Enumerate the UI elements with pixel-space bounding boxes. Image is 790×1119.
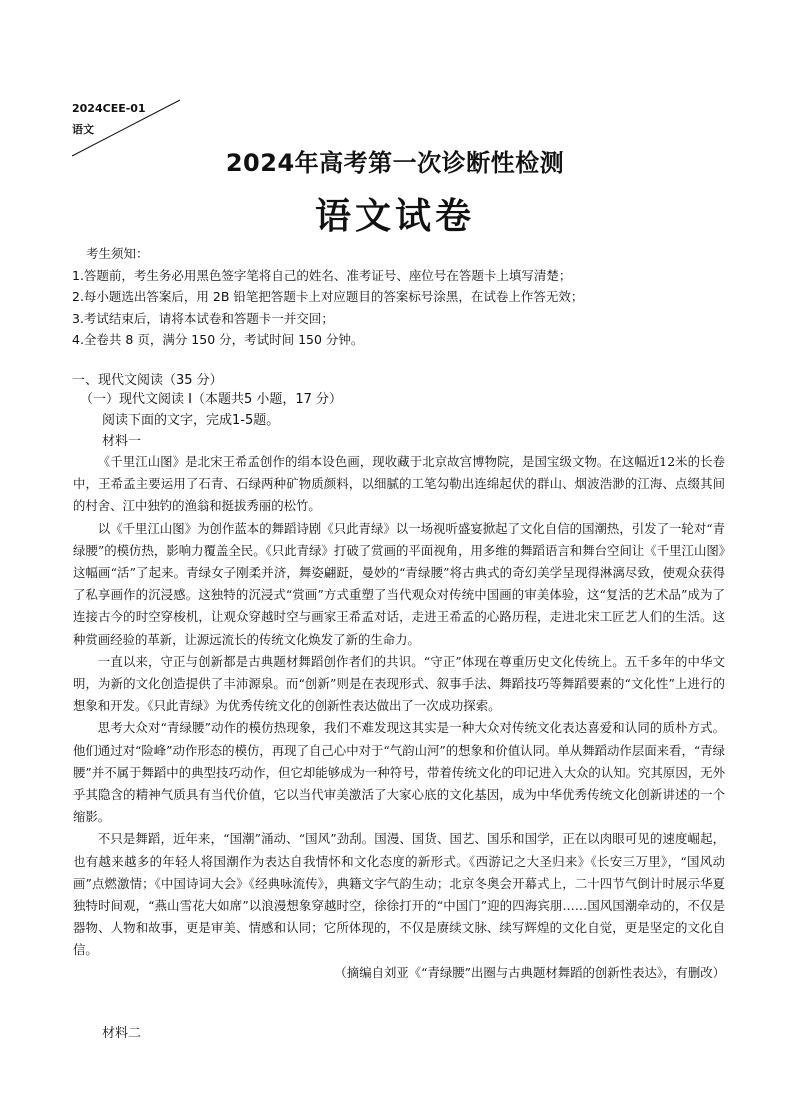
paragraph: 思考大众对“青绿腰”动作的模仿热现象，我们不难发现这其实是一种大众对传统文化表达喜爱和认同的质朴方式。他们通过对“险峰”动作形态的模仿，再现了自己心中对于“气韵山河”的想象和价值认同。单从舞蹈动作层面来看，“青绿腰”并不属于舞蹈中的典型技巧动作，但它却能够成为一种符号，带着传统文化的印记进入大众的认知。究其原因，无外乎其隐含的精神气质具有当代价值，它以当代审美激活了大家心底的文化基因，成为中华优秀传统文化创新讲述的一个缩影。 xyxy=(73,720,725,825)
exam-code: 2024CEE-01 xyxy=(72,102,146,115)
corner-subject: 语文 xyxy=(72,123,94,136)
notice-item: 1.答题前，考生务必用黑色签字笔将自己的姓名、准考证号、座位号在答题卡上填写清楚； xyxy=(72,267,572,283)
candidate-notice xyxy=(72,243,722,351)
notice-item: 2.每小题选出答案后，用 2B 铅笔把答题卡上对应题目的答案标号涂黑，在试卷上作答无效； xyxy=(72,289,584,304)
notice-item: 3.考试结束后，请将本试卷和答题卡一并交回； xyxy=(72,310,334,326)
subsection-heading: （一）现代文阅读 I（本题共5 小题，17 分） xyxy=(80,392,343,407)
material-one-label: 材料一 xyxy=(102,434,142,449)
reading-instruction: 阅读下面的文字，完成1-5题。 xyxy=(102,413,280,428)
paragraph: 不只是舞蹈，近年来，“国潮”涌动、“国风”劲刮。国漫、国货、国艺、国乐和国学，正在以肉眼可见的速度崛起，也有越来越多的年轻人将国潮作为表达自我情怀和文化态度的新形式。《西游记之大圣归来》《长安三万里》，“国风动画”点燃激情；《中国诗词大会》《经典咏流传》，典籍文字气韵生动；北京冬奥会开幕式上，二十四节气倒计时展示华夏独特时间观，“燕山雪花大如席”以浪漫想象穿越时空，徐徐打开的“中国门”迎的四海宾朋……国风国潮牵动的，不仅是器物、人物和故事，更是审美、情感和认同；它所体现的，不仅是赓续文脉、续写辉煌的文化自觉，更是坚定的文化自信。 xyxy=(73,831,725,958)
notice-item: 4.全卷共 8 页，满分 150 分，考试时间 150 分钟。 xyxy=(72,332,364,347)
paper-title: 语文试卷 xyxy=(314,196,475,237)
material-two-label: 材料二 xyxy=(102,1026,142,1041)
source-citation: （摘编自刘亚《“青绿腰”出圈与古典题材舞蹈的创新性表达》，有删改） xyxy=(334,964,725,980)
paragraph: 一直以来，守正与创新都是古典题材舞蹈创作者们的共识。“守正”体现在尊重历史文化传统上。五千多年的中华文明，为新的文化创造提供了丰沛源泉。而“创新”则是在表现形式、叙事手法、舞蹈技巧等舞蹈要素的“文化性”上进行的想象和开发。《只此青绿》为优秀传统文化的创新性表达做出了一次成功探索。 xyxy=(73,653,725,714)
material-one-text xyxy=(73,451,725,984)
notice-heading: 考生须知： xyxy=(86,246,149,261)
paragraph: 《千里江山图》是北宋王希孟创作的绢本设色画，现收藏于北京故宫博物院，是国宝级文物。在这幅近12米的长卷中，王希孟主要运用了石青、石绿两种矿物质颜料，以细腻的工笔勾勒出连绵起伏的群山、烟波浩渺的江海、点缀其间的村舍、江中独钓的渔翁和挺拔秀丽的松竹。 xyxy=(73,454,725,514)
paragraph: 以《千里江山图》为创作蓝本的舞蹈诗剧《只此青绿》以一场视听盛宴掀起了文化自信的国潮热，引发了一轮对“青绿腰”的模仿热，影响力覆盖全民。《只此青绿》打破了赏画的平面视角，用多维的舞蹈语言和舞台空间让《千里江山图》这幅画“活”了起来。青绿女子刚柔并济，舞姿翩跹，曼妙的“青绿腰”将古典式的奇幻美学呈现得淋漓尽致，使观众获得了私享画作的沉浸感。这独特的沉浸式“赏画”方式重塑了当代观众对传统中国画的审美体验，这“复活的艺术品”成为了连接古今的时空穿梭机，让观众穿越时空与画家王希孟对话，走进王希孟的心路历程，走进北宋工匠艺人们的生活。这种赏画经验的革新，让源远流长的传统文化焕发了新的生命力。 xyxy=(73,520,725,647)
exam-code-corner xyxy=(72,98,146,140)
exam-title: 2024年高考第一次诊断性检测 xyxy=(225,149,565,177)
section-heading: 一、现代文阅读（35 分） xyxy=(72,373,223,388)
